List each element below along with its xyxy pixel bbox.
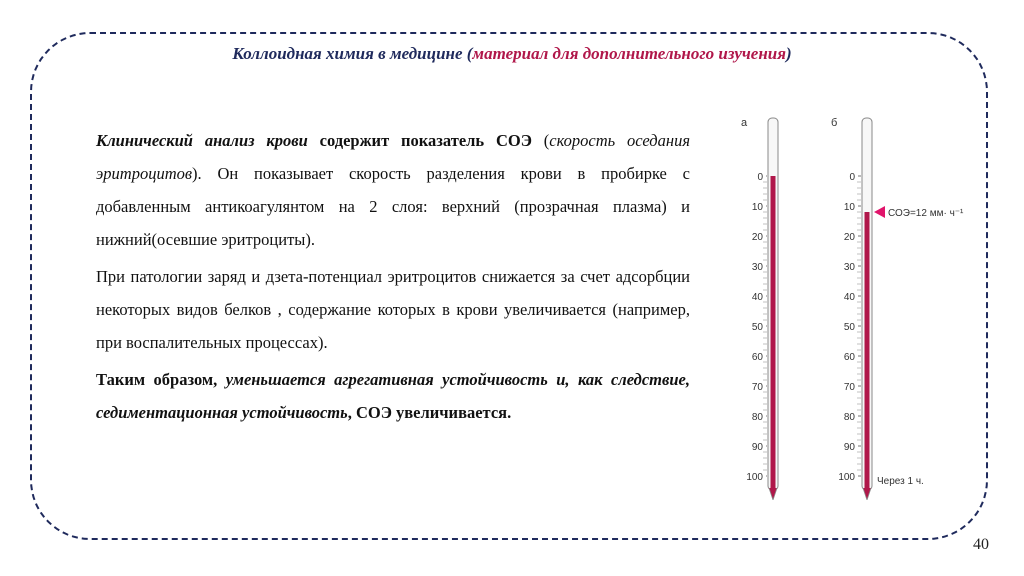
time-label: Через 1 ч.: [877, 476, 924, 487]
body-text: [96, 124, 690, 433]
scale-label: 60: [751, 352, 763, 363]
scale-label: 100: [838, 472, 855, 483]
scale-label: 40: [843, 292, 855, 303]
title-accent: материал для дополнительного изучения: [472, 44, 787, 63]
scale-label: 20: [751, 232, 763, 243]
scale-label: 90: [843, 442, 855, 453]
scale-label: 40: [751, 292, 763, 303]
scale-label: 20: [843, 232, 855, 243]
page-number: 40: [973, 536, 989, 553]
esr-arrow-icon: [874, 206, 885, 218]
p1-rest: ). Он показывает скорость разделения крови в пробирке с добавленным антикоагулянтом на 2 слоя: верхний (прозрачная плазма) и нижний(осевшие эритроциты).: [96, 164, 690, 249]
scale-label: 100: [746, 472, 763, 483]
scale-label: 60: [843, 352, 855, 363]
paragraph-2: При патологии заряд и дзета-потенциал эритроцитов снижается за счет адсорбции некоторых видов белков , содержание которых в крови увеличивается (например, при воспалительных процессах).: [96, 267, 690, 352]
scale-label: 70: [751, 382, 763, 393]
p3-end: , СОЭ увеличивается.: [347, 403, 512, 422]
esr-marker: [874, 206, 964, 219]
blood-column: [865, 212, 870, 488]
p1-bold: содержит показатель СОЭ: [307, 131, 532, 150]
title-main: Коллоидная химия в медицине (: [232, 44, 473, 63]
p3-italic: уменьшается агрегативная устойчивость и, как следствие, седиментационная устойчивость: [96, 370, 690, 422]
tube-a: [746, 118, 778, 500]
tube-b-label: б: [831, 117, 838, 129]
p1-term: Клинический анализ крови: [96, 131, 308, 150]
p3-lead: Таким образом,: [96, 370, 226, 389]
paragraph-3: [96, 363, 690, 429]
blood-column: [771, 176, 776, 488]
scale-label: 50: [751, 322, 763, 333]
scale-label: 70: [843, 382, 855, 393]
scale-label: 0: [757, 172, 763, 183]
scale-label: 10: [751, 202, 763, 213]
p1-italic: скорость оседания эритроцитов: [96, 131, 690, 183]
scale-label: 0: [849, 172, 855, 183]
scale-label: 30: [843, 262, 855, 273]
esr-tubes-figure: [735, 110, 965, 500]
scale-label: 10: [843, 202, 855, 213]
slide-title: [0, 44, 1024, 64]
tube-a-label: а: [741, 117, 748, 129]
scale-label: 30: [751, 262, 763, 273]
esr-label: СОЭ=12 мм· ч⁻¹: [888, 208, 964, 219]
scale-label: 80: [751, 412, 763, 423]
title-end: ): [786, 44, 792, 63]
p1-paren: (: [543, 131, 550, 150]
scale-label: 90: [751, 442, 763, 453]
tube-b: [838, 118, 872, 500]
tube-tip: [769, 488, 777, 500]
tube-tip: [863, 488, 871, 500]
scale-label: 80: [843, 412, 855, 423]
scale-label: 50: [843, 322, 855, 333]
paragraph-1: [96, 124, 690, 256]
